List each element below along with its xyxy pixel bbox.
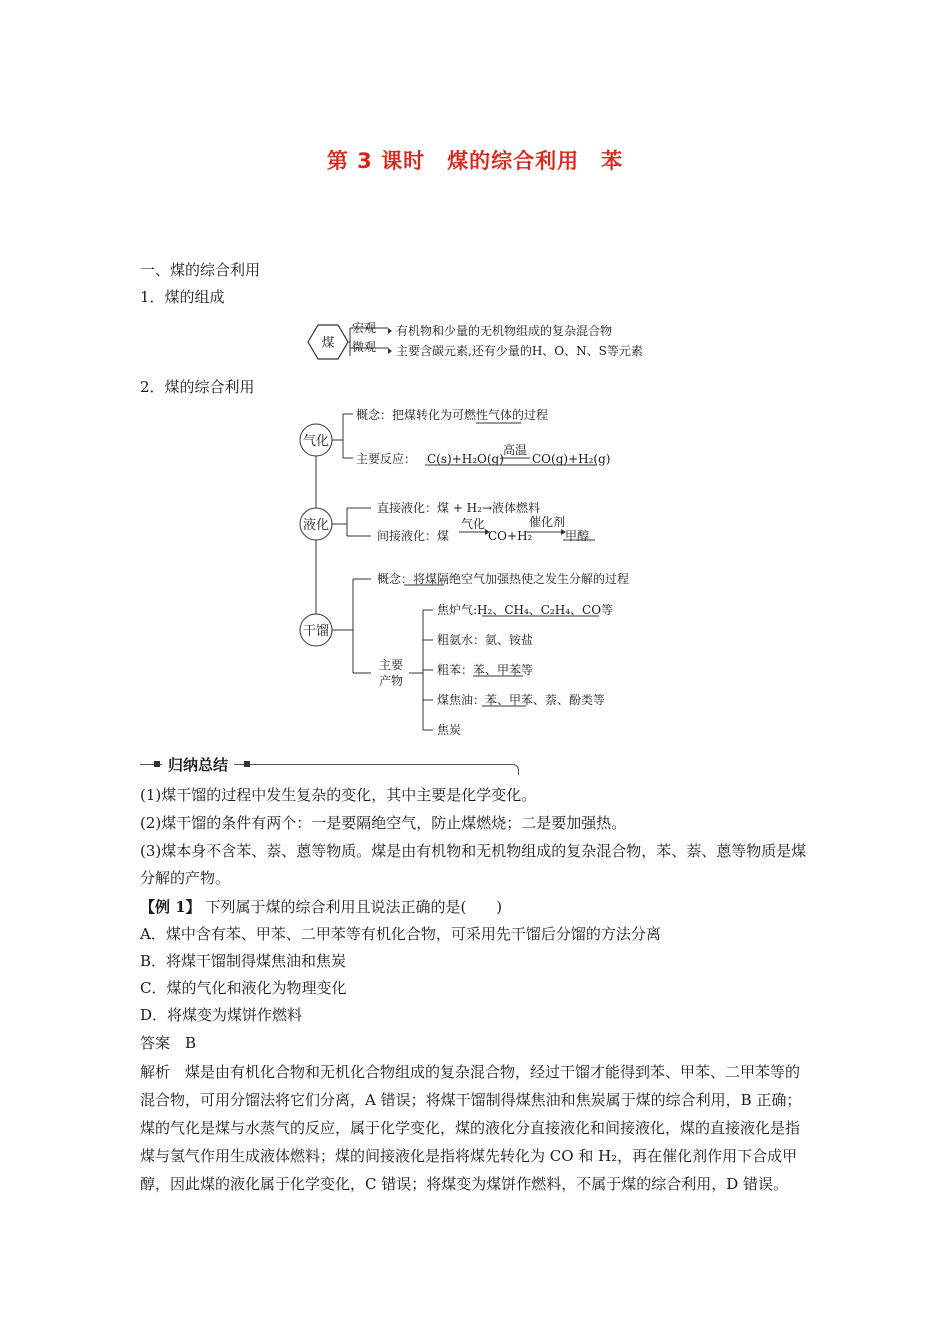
option-a: A．煤中含有苯、甲苯、二甲苯等有机化合物，可采用先干馏后分馏的方法分离 <box>140 925 661 943</box>
product-item: 粗氨水：氨、铵盐 <box>437 633 534 647</box>
node-gasification: 气化 <box>302 434 330 449</box>
product-item: 焦炭 <box>437 723 462 737</box>
direct-liquefaction: 直接液化：煤 + H₂→液体燃料 <box>377 501 541 515</box>
indirect-product: 甲醇 <box>565 529 590 543</box>
products-label-1: 主要 <box>378 658 404 672</box>
indirect-cond2: 催化剂 <box>528 515 566 529</box>
example-question: 下列属于煤的综合利用且说法正确的是( ) <box>205 898 503 916</box>
option-d: D．将煤变为煤饼作燃料 <box>140 1006 303 1024</box>
answer: 答案 B <box>140 1034 197 1052</box>
subheading-composition: 1．煤的组成 <box>140 288 225 306</box>
indirect-label: 间接液化：煤 <box>377 529 450 543</box>
reaction-condition: 高温 <box>502 443 528 457</box>
example-label: 【例 1】 <box>140 898 201 916</box>
summary-point: (1)煤干馏的过程中发生复杂的变化，其中主要是化学变化。 <box>140 786 537 804</box>
summary-point: (2)煤干馏的条件有两个：一是要隔绝空气，防止煤燃烧；二是要加强热。 <box>140 814 627 832</box>
reaction-left: C(s)+H₂O(g) <box>427 452 504 466</box>
macro-text: 有机物和少量的无机物组成的复杂混合物 <box>396 324 613 338</box>
example-question-row <box>140 894 812 921</box>
product-item: 焦炉气:H₂、CH₄、C₂H₄、CO等 <box>437 603 614 617</box>
option-b: B．将煤干馏制得煤焦油和焦炭 <box>140 952 347 970</box>
indirect-mid: CO+H₂ <box>488 529 533 543</box>
reaction-right: CO(g)+H₂(g) <box>532 452 611 466</box>
section-heading: 一、煤的综合利用 <box>140 261 261 279</box>
indirect-cond1: 气化 <box>460 517 486 531</box>
reaction-label: 主要反应： <box>356 452 417 466</box>
micro-label: 微观 <box>352 340 377 354</box>
composition-center: 煤 <box>321 336 335 351</box>
summary-point: (3)煤本身不含苯、萘、蒽等物质。煤是由有机物和无机物组成的复杂混合物，苯、萘、蒽等物质是煤分解的产物。 <box>140 842 807 887</box>
composition-diagram <box>300 318 660 368</box>
micro-text: 主要含碳元素,还有少量的H、O、N、S等元素 <box>396 344 643 358</box>
subheading-utilization: 2．煤的综合利用 <box>140 378 255 396</box>
node-liquefaction: 液化 <box>302 518 330 533</box>
node-distillation: 干馏 <box>302 624 330 639</box>
products-label-2: 产物 <box>378 674 404 688</box>
utilization-diagram <box>295 402 665 747</box>
summary-header <box>140 754 520 776</box>
gasification-concept: 概念：把煤转化为可燃性气体的过程 <box>356 408 549 422</box>
product-item: 粗苯：苯、甲苯等 <box>437 663 534 677</box>
page-title: 第 3 课时 煤的综合利用 苯 <box>326 149 624 173</box>
option-c: C．煤的气化和液化为物理变化 <box>140 979 347 997</box>
summary-heading: 归纳总结 <box>162 754 234 775</box>
macro-label: 宏观 <box>352 321 377 335</box>
product-item: 煤焦油：苯、甲苯、萘、酚类等 <box>437 693 606 707</box>
analysis: 解析 煤是由有机化合物和无机化合物组成的复杂混合物，经过干馏才能得到苯、甲苯、二甲苯等的混合物，可用分馏法将它们分离，A 错误；将煤干馏制得煤焦油和焦炭属于煤的综合利用，B 正确；煤的气化是煤与水蒸气的反应，属于化学变化，煤的液化分直接液化和间接液化，煤的直接液化是指煤与氢气作用生成液体燃料；煤的间接液化是指将煤先转化为 CO 和 H₂，再在催化剂作用下合成甲醇，因此煤的液化属于化学变化，C 错误；将煤变为煤饼作燃料，不属于煤的综合利用，D 错误。 <box>140 1063 802 1193</box>
distillation-concept: 概念：将煤隔绝空气加强热使之发生分解的过程 <box>377 572 630 586</box>
